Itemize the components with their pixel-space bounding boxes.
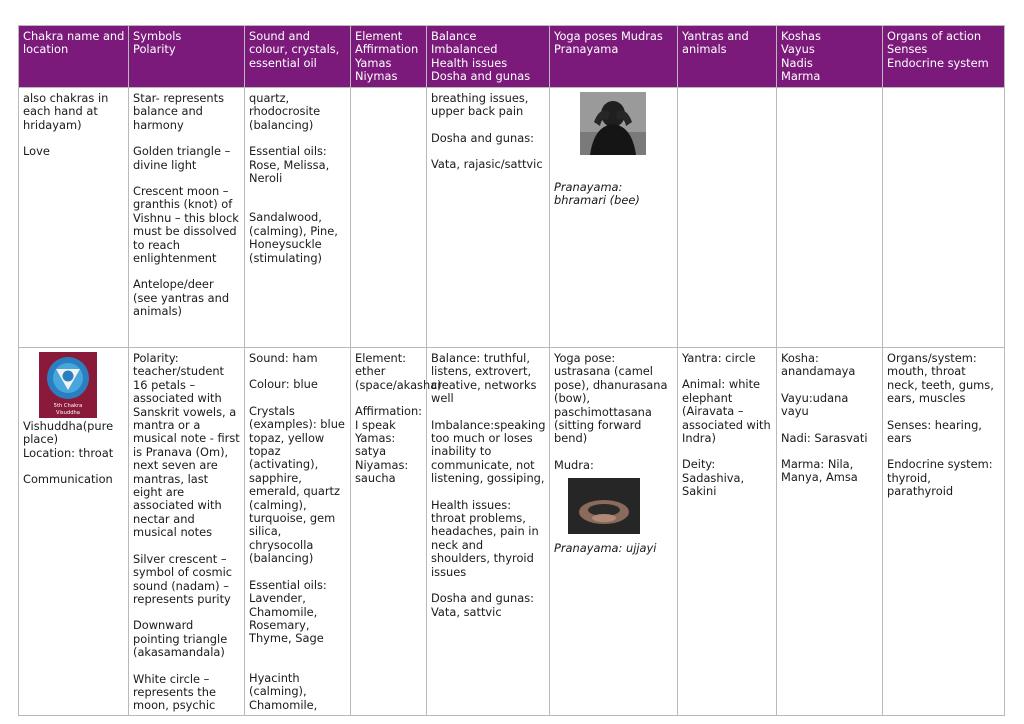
cell-balance: breathing issues, upper back pain Dosha and gunas: Vata, rajasic/sattvic bbox=[427, 88, 550, 348]
cell-yantras: Yantra: circle Animal: white elephant (Airavata – associated with Indra) Deity: Sadashiva, Sakini bbox=[678, 348, 777, 716]
cell-chakra-name: also chakras in each hand at hridayam) Love bbox=[19, 88, 129, 348]
cell-sound: Sound: ham Colour: blue Crystals (examples): blue topaz, yellow topaz (activating), sapphire, emerald, quartz (calming), turquoise, gem silica, chrysocolla (balancing) Essential oils: Lavender, Chamomile, Rosemary, Thyme, Sage Hyacinth (calming), Chamomile, bbox=[245, 348, 351, 716]
header-yantras: Yantras and animals bbox=[678, 26, 777, 88]
header-chakra-name: Chakra name and location bbox=[19, 26, 129, 88]
table-row-heart-continued bbox=[19, 88, 1005, 348]
cell-koshas bbox=[777, 88, 883, 348]
cell-element bbox=[351, 88, 427, 348]
header-yoga: Yoga poses Mudras Pranayama bbox=[550, 26, 678, 88]
cell-element: Element: ether (space/akasha) Affirmation: I speak Yamas: satya Niyamas: saucha bbox=[351, 348, 427, 716]
badge-subtitle: Visuddha bbox=[56, 410, 80, 416]
cell-sound: quartz, rhodocrosite (balancing) Essential oils: Rose, Melissa, Neroli Sandalwood, (calming), Pine, Honeysuckle (stimulating) bbox=[245, 88, 351, 348]
header-balance: Balance Imbalanced Health issues Dosha and gunas bbox=[427, 26, 550, 88]
cell-symbols: Star- represents balance and harmony Golden triangle – divine light Crescent moon – granthis (knot) of Vishnu – this block must be dissolved to reach enlightenment Antelope/deer (see yantras and animals) bbox=[129, 88, 245, 348]
table-row-vishuddha bbox=[19, 348, 1005, 716]
bhramari-pose-photo bbox=[580, 92, 646, 155]
vishuddha-symbol-icon bbox=[39, 352, 97, 418]
badge-title: 5th Chakra bbox=[53, 403, 83, 409]
cell-organs: Organs/system: mouth, throat neck, teeth, gums, ears, muscles Senses: hearing, ears Endocrine system: thyroid, parathyroid bbox=[883, 348, 1005, 716]
cell-yantras bbox=[678, 88, 777, 348]
cell-koshas: Kosha: anandamaya Vayu:udana vayu Nadi: Sarasvati Marma: Nila, Manya, Amsa bbox=[777, 348, 883, 716]
header-organs: Organs of action Senses Endocrine system bbox=[883, 26, 1005, 88]
header-element: Element Affirmation Yamas Niymas bbox=[351, 26, 427, 88]
cell-symbols: Polarity: teacher/student 16 petals – associated with Sanskrit vowels, a mantra or a musical note - first is Pranava (Om), next seven are mantras, last eight are associated with nectar and musical notes Silver crescent – symbol of cosmic sound (nadam) – represents purity Downward pointing triangle (akasamandala) White circle – represents the moon, psychic bbox=[129, 348, 245, 716]
header-koshas: Koshas Vayus Nadis Marma bbox=[777, 26, 883, 88]
cell-yoga: Pranayama: bhramari (bee) bbox=[550, 88, 678, 348]
cell-balance: Balance: truthful, listens, extrovert, creative, networks well Imbalance:speaking too much or loses inability to communicate, not listening, gossiping, Health issues: throat problems, headaches, pain in neck and shoulders, thyroid issues Dosha and gunas: Vata, sattvic bbox=[427, 348, 550, 716]
header-symbols: Symbols Polarity bbox=[129, 26, 245, 88]
mudra-hands-photo bbox=[568, 478, 640, 534]
header-row bbox=[19, 26, 1005, 88]
chakra-table bbox=[18, 25, 1005, 716]
header-sound: Sound and colour, crystals, essential oil bbox=[245, 26, 351, 88]
cell-chakra-name: 5th Chakra Visuddha Vishuddha(pure place) Location: throat Communication bbox=[19, 348, 129, 716]
cell-organs bbox=[883, 88, 1005, 348]
cell-yoga: Yoga pose: ustrasana (camel pose), dhanurasana (bow), paschimottasana (sitting forward bend) Mudra: Pranayama: ujjayi bbox=[550, 348, 678, 716]
